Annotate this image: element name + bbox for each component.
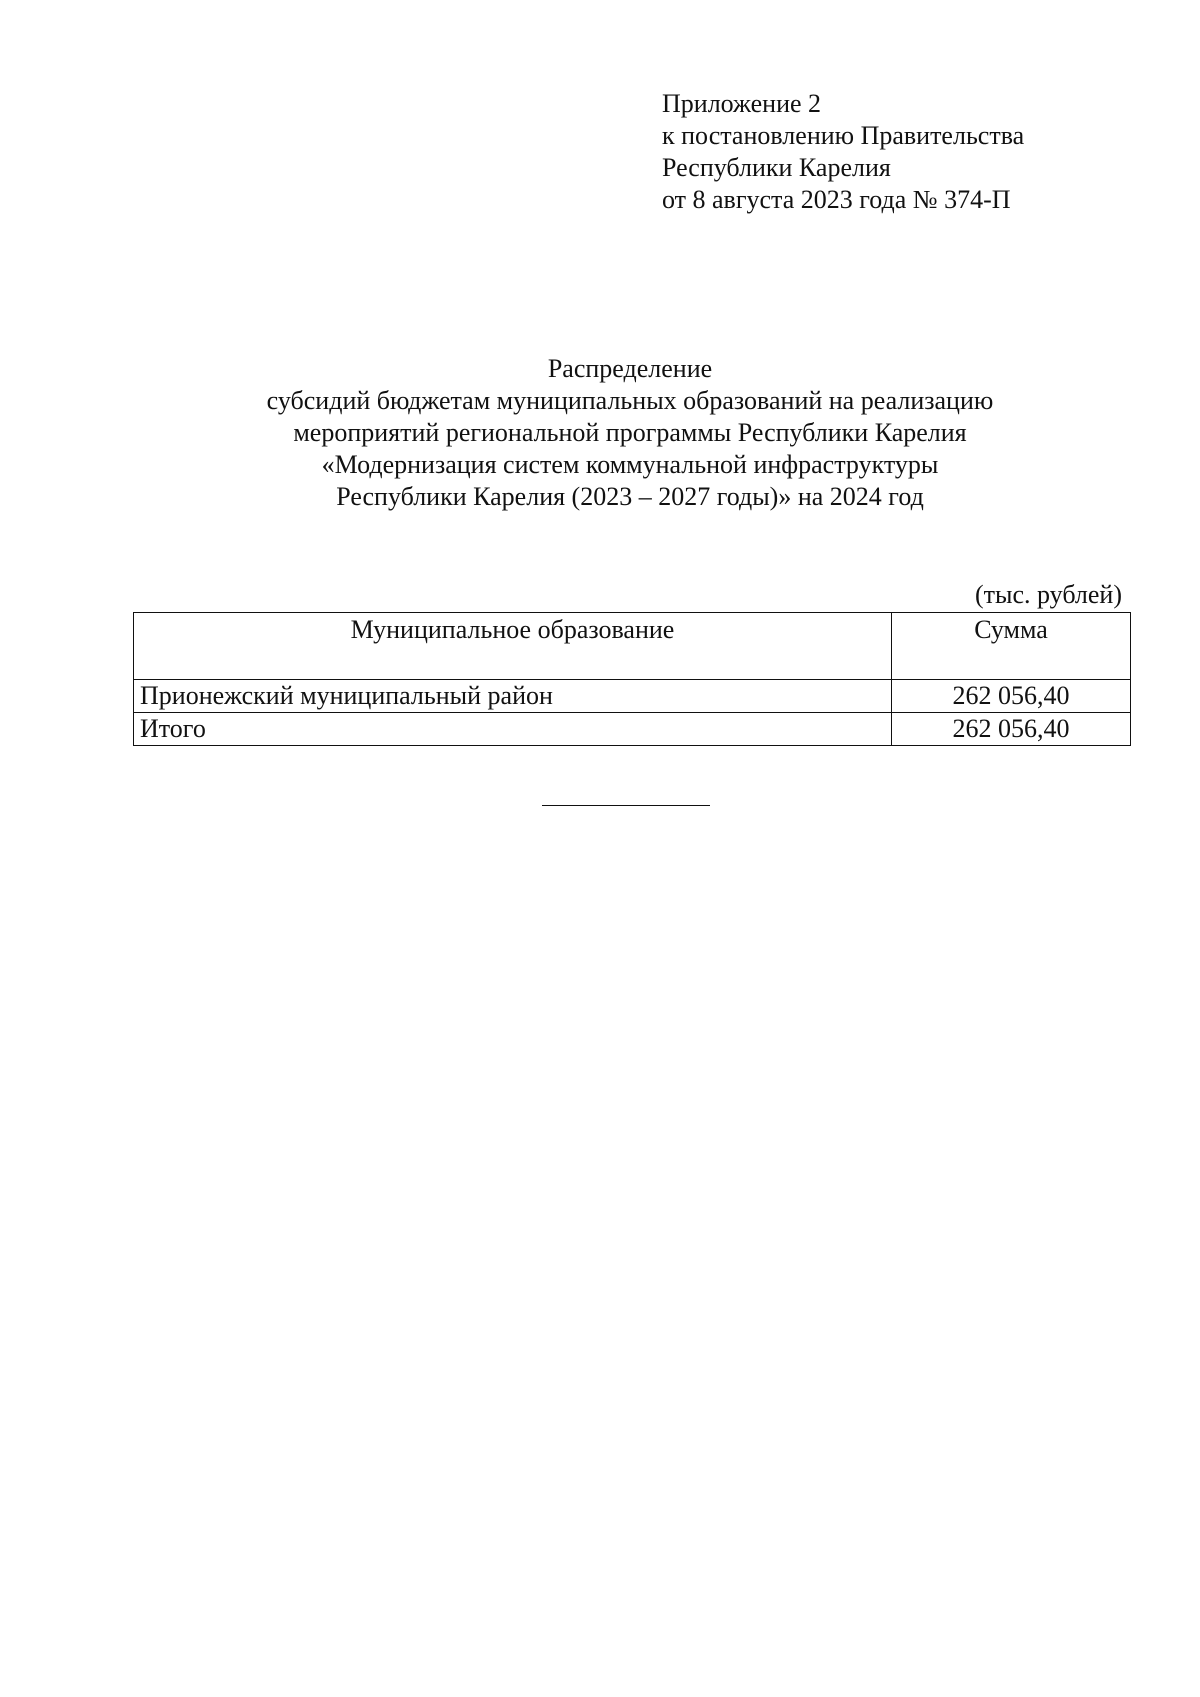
title-line-4: «Модернизация систем коммунальной инфраструктуры <box>321 450 939 479</box>
end-divider <box>542 805 710 806</box>
annex-reference <box>662 88 1024 216</box>
annex-number: Приложение 2 <box>662 89 822 118</box>
table-header-row <box>134 613 1131 680</box>
document-title <box>120 353 1140 513</box>
title-line-1: Распределение <box>547 354 713 383</box>
table-row-total <box>134 713 1131 746</box>
title-line-2: субсидий бюджетам муниципальных образований на реализацию <box>266 386 994 415</box>
header-municipality: Муниципальное образование <box>134 613 892 680</box>
annex-republic-line: Республики Карелия <box>662 153 891 182</box>
title-line-3: мероприятий региональной программы Республики Карелия <box>293 418 967 447</box>
distribution-table <box>133 612 1131 746</box>
cell-sum: 262 056,40 <box>892 680 1131 713</box>
annex-date-line: от 8 августа 2023 года № 374-П <box>662 185 1011 214</box>
annex-decree-line: к постановлению Правительства <box>662 121 1025 150</box>
units-label: (тыс. рублей) <box>974 580 1122 609</box>
title-line-5: Республики Карелия (2023 – 2027 годы)» на 2024 год <box>336 482 924 511</box>
cell-municipality: Прионежский муниципальный район <box>134 680 892 713</box>
table-row <box>134 680 1131 713</box>
cell-total-label: Итого <box>134 713 892 746</box>
cell-total-sum: 262 056,40 <box>892 713 1131 746</box>
header-sum: Сумма <box>892 613 1131 680</box>
